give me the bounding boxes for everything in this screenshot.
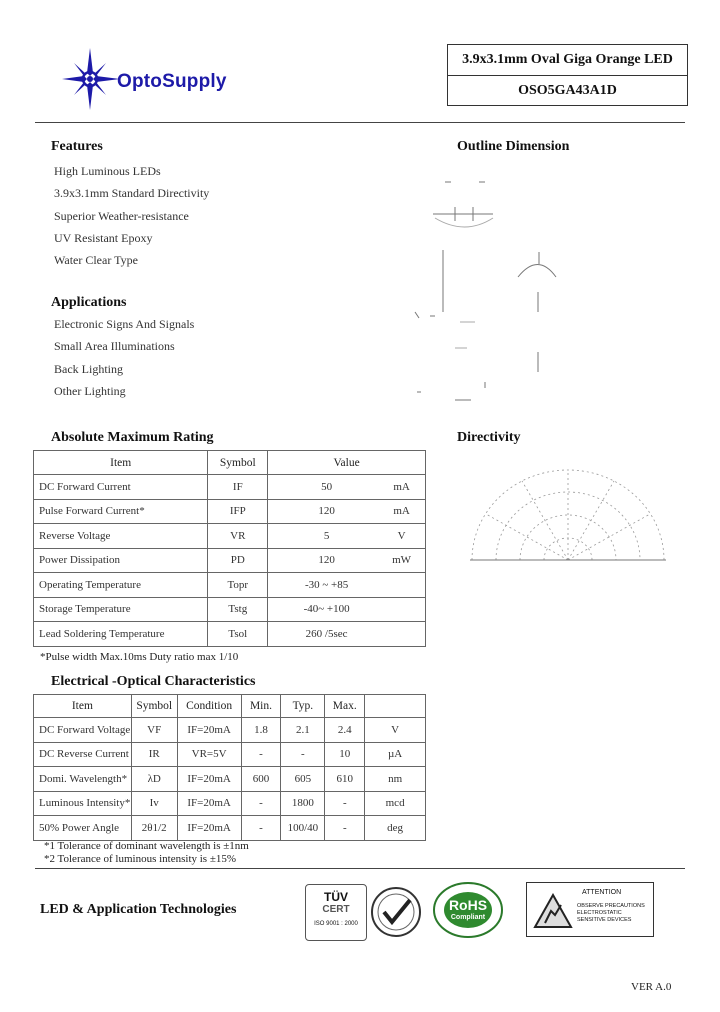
- feature-item: UV Resistant Epoxy: [54, 230, 153, 245]
- feature-item: Water Clear Type: [54, 253, 138, 268]
- table-cell: nm: [365, 767, 426, 792]
- rohs-badge: [432, 882, 504, 938]
- table-cell: IR: [131, 742, 177, 767]
- esd-line: OBSERVE PRECAUTIONS: [577, 903, 645, 909]
- symbol-cell: Topr: [208, 573, 268, 598]
- table-cell: 1800: [281, 791, 325, 816]
- rohs-label: RoHS: [448, 897, 488, 913]
- item-cell: DC Forward Current: [34, 475, 208, 500]
- item-cell: Storage Temperature: [34, 597, 208, 622]
- outline-heading: Outline Dimension: [457, 139, 570, 154]
- header-rule: [35, 122, 685, 123]
- abs-max-note: *Pulse width Max.10ms Duty ratio max 1/10: [40, 651, 239, 663]
- tuv-cert-badge: [305, 884, 367, 941]
- rohs-sub-label: Compliant: [450, 914, 486, 921]
- table-row: [34, 548, 426, 573]
- value-text: -30 ~ +85: [304, 578, 349, 591]
- application-item: Back Lighting: [54, 361, 123, 376]
- esd-lines: [577, 903, 645, 924]
- item-cell: Reverse Voltage: [34, 524, 208, 549]
- symbol-cell: PD: [208, 548, 268, 573]
- table-cell: IF=20mA: [177, 767, 241, 792]
- directivity-heading: Directivity: [457, 430, 521, 445]
- esd-attention-title: ATTENTION: [582, 889, 622, 896]
- table-cell: 50% Power Angle: [34, 816, 132, 841]
- value-text: 260 /5sec: [305, 627, 348, 640]
- footer-tagline: LED & Application Technologies: [40, 902, 237, 917]
- table-cell: -: [241, 742, 281, 767]
- brand-name: OptoSupply: [117, 71, 227, 92]
- column-header: Item: [34, 695, 132, 718]
- value-text: 120: [318, 505, 335, 518]
- outline-drawing: [405, 172, 575, 412]
- table-cell: µA: [365, 742, 426, 767]
- unit-text: mA: [393, 505, 410, 518]
- table-cell: DC Forward Voltage: [34, 718, 132, 743]
- application-item: Electronic Signs And Signals: [54, 317, 195, 331]
- table-cell: 1.8: [241, 718, 281, 743]
- esd-attention-badge: [526, 882, 654, 937]
- value-cell: [268, 548, 426, 573]
- table-cell: 100/40: [281, 816, 325, 841]
- symbol-cell: Tstg: [208, 597, 268, 622]
- iso-label: ISO 9001 : 2000: [314, 921, 358, 927]
- applications-heading: Applications: [51, 295, 127, 310]
- value-cell: [268, 622, 426, 647]
- symbol-cell: Tsol: [208, 622, 268, 647]
- feature-item: 3.9x3.1mm Standard Directivity: [54, 186, 210, 201]
- feature-item: Superior Weather-resistance: [54, 208, 189, 223]
- table-cell: -: [325, 816, 365, 841]
- value-cell: [268, 597, 426, 622]
- features-heading: Features: [51, 139, 103, 154]
- application-item: Other Lighting: [54, 383, 126, 398]
- value-text: -40~ +100: [303, 603, 350, 616]
- symbol-cell: VR: [208, 524, 268, 549]
- abs-max-table: [33, 450, 426, 647]
- table-row: [34, 475, 426, 500]
- eo-table: [33, 694, 426, 841]
- table-row: [34, 816, 426, 841]
- symbol-cell: IFP: [208, 499, 268, 524]
- unit-text: mW: [392, 554, 412, 567]
- table-cell: IF=20mA: [177, 718, 241, 743]
- application-item: Small Area Illuminations: [54, 339, 175, 354]
- star-logo-icon: [62, 48, 122, 110]
- column-header: Condition: [177, 695, 241, 718]
- footer-rule: [35, 868, 685, 869]
- table-cell: 2θ1/2: [131, 816, 177, 841]
- table-cell: deg: [365, 816, 426, 841]
- table-row: [34, 742, 426, 767]
- brand-logo: [62, 48, 272, 110]
- table-cell: VR=5V: [177, 742, 241, 767]
- feature-item: High Luminous LEDs: [54, 164, 161, 178]
- table-cell: Luminous Intensity*: [34, 791, 132, 816]
- product-title: 3.9x3.1mm Oval Giga Orange LED: [448, 45, 687, 76]
- table-cell: 2.4: [325, 718, 365, 743]
- tuv-label: TÜV: [324, 890, 348, 904]
- table-row: [34, 622, 426, 647]
- table-cell: 10: [325, 742, 365, 767]
- col-item: Item: [34, 451, 208, 475]
- item-cell: Lead Soldering Temperature: [34, 622, 208, 647]
- value-cell: [268, 499, 426, 524]
- table-cell: 2.1: [281, 718, 325, 743]
- unit-text: V: [397, 529, 406, 542]
- table-row: [34, 597, 426, 622]
- table-cell: Iv: [131, 791, 177, 816]
- table-row: [34, 524, 426, 549]
- abs-max-heading: Absolute Maximum Rating: [51, 430, 214, 445]
- table-row: [34, 573, 426, 598]
- title-box: [447, 44, 688, 106]
- directivity-diagram: [470, 466, 670, 566]
- value-cell: [268, 573, 426, 598]
- value-text: 50: [321, 480, 333, 493]
- table-cell: V: [365, 718, 426, 743]
- eo-note-1: *1 Tolerance of dominant wavelength is ±1nm: [44, 840, 249, 852]
- table-row: [34, 791, 426, 816]
- column-header: Max.: [325, 695, 365, 718]
- table-cell: mcd: [365, 791, 426, 816]
- item-cell: Pulse Forward Current*: [34, 499, 208, 524]
- eo-note-2: *2 Tolerance of luminous intensity is ±15%: [44, 853, 237, 865]
- table-cell: 605: [281, 767, 325, 792]
- table-cell: DC Reverse Current: [34, 742, 132, 767]
- table-row: [34, 499, 426, 524]
- table-cell: IF=20mA: [177, 791, 241, 816]
- table-cell: -: [281, 742, 325, 767]
- table-cell: -: [241, 816, 281, 841]
- table-cell: -: [325, 791, 365, 816]
- value-text: 120: [318, 554, 335, 567]
- symbol-cell: IF: [208, 475, 268, 500]
- compliance-check-icon: [370, 886, 422, 938]
- table-row: [34, 767, 426, 792]
- column-header: [365, 695, 426, 718]
- table-cell: IF=20mA: [177, 816, 241, 841]
- table-row: [34, 718, 426, 743]
- esd-line: ELECTROSTATIC: [577, 910, 622, 916]
- value-cell: [268, 475, 426, 500]
- tuv-cert-label: CERT: [322, 904, 350, 915]
- table-cell: λD: [131, 767, 177, 792]
- column-header: Typ.: [281, 695, 325, 718]
- eo-heading: Electrical -Optical Characteristics: [51, 674, 256, 689]
- esd-warning-icon: [533, 893, 573, 929]
- esd-line: SENSITIVE DEVICES: [577, 917, 632, 923]
- item-cell: Operating Temperature: [34, 573, 208, 598]
- value-cell: [268, 524, 426, 549]
- table-cell: VF: [131, 718, 177, 743]
- table-cell: Domi. Wavelength*: [34, 767, 132, 792]
- column-header: Symbol: [131, 695, 177, 718]
- column-header: Min.: [241, 695, 281, 718]
- version-label: VER A.0: [631, 981, 672, 993]
- table-cell: 600: [241, 767, 281, 792]
- unit-text: mA: [393, 480, 410, 493]
- col-value: Value: [268, 451, 426, 475]
- col-symbol: Symbol: [208, 451, 268, 475]
- table-cell: 610: [325, 767, 365, 792]
- item-cell: Power Dissipation: [34, 548, 208, 573]
- table-cell: -: [241, 791, 281, 816]
- value-text: 5: [323, 529, 330, 542]
- part-number: OSO5GA43A1D: [518, 83, 617, 98]
